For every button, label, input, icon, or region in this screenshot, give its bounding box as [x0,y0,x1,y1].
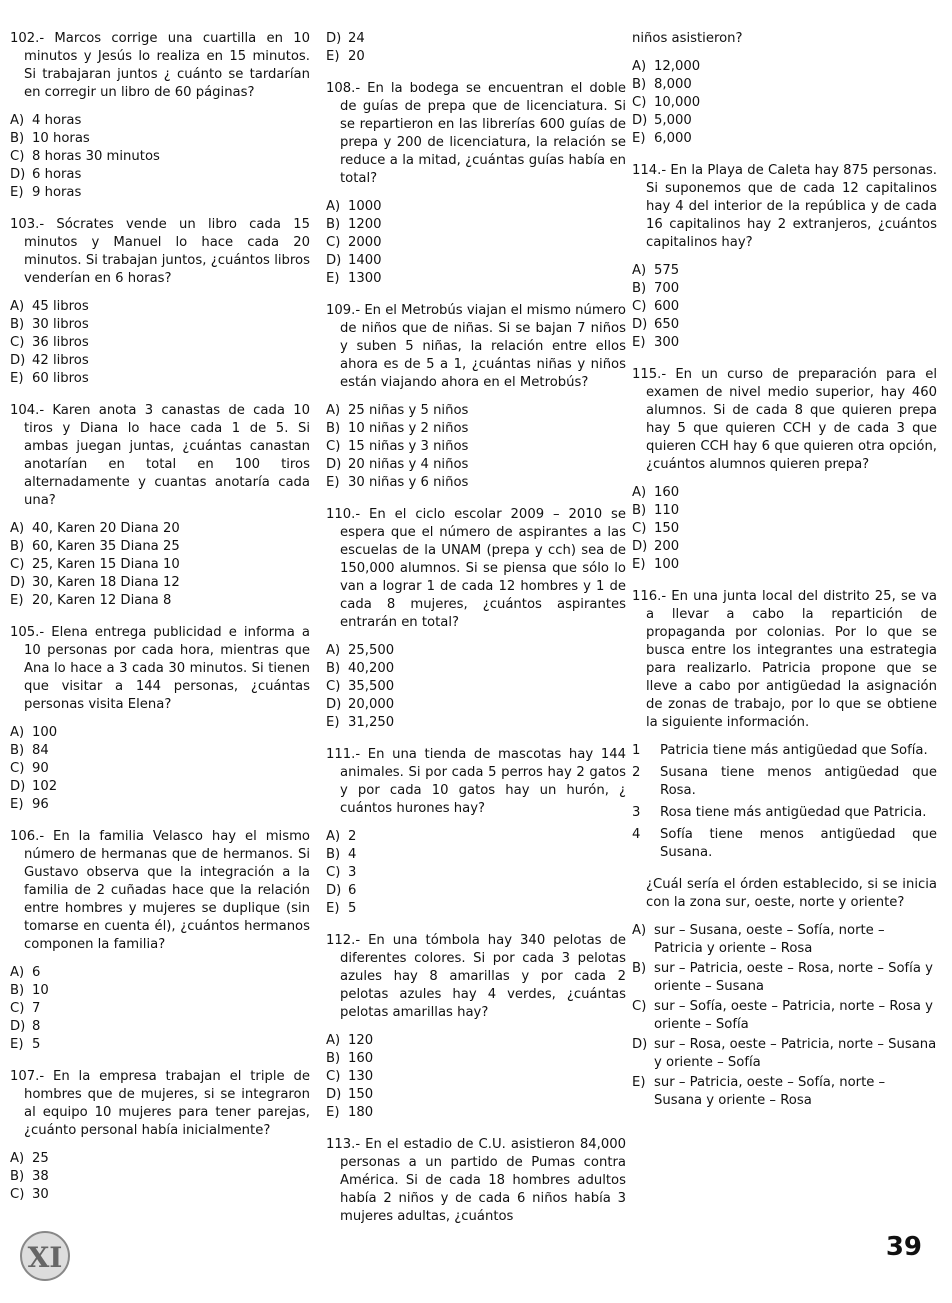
question-text: 103.- Sócrates vende un libro cada 15 minutos y Manuel lo hace cada 20 minutos. Si trabajan juntos, ¿cuántos libros venderían en 6 horas? [10,217,310,286]
option-text: 6 horas [32,167,82,182]
answer-option [632,502,937,520]
option-text: 20 niñas y 4 niños [348,457,469,472]
question-block [10,828,310,1054]
option-letter: C) [10,761,25,776]
option-text: 40, Karen 20 Diana 20 [32,521,180,536]
answer-option [632,484,937,502]
option-text: 20, Karen 12 Diana 8 [32,593,172,608]
answer-option [10,112,310,130]
option-letter: E) [632,557,646,572]
option-letter: B) [10,131,25,146]
option-text: 1300 [348,271,382,286]
answer-option [632,280,937,298]
option-letter: C) [326,865,341,880]
option-text: 8 [32,1019,41,1034]
option-letter: C) [326,439,341,454]
answer-option [326,828,626,846]
answer-option [10,298,310,316]
option-letter: C) [326,235,341,250]
answer-option [326,456,626,474]
option-text: sur – Rosa, oeste – Patricia, norte – Susana y oriente – Sofía [654,1037,937,1070]
answer-option [326,474,626,492]
statement-number: 4 [632,827,641,842]
option-letter: B) [632,281,647,296]
answer-option [326,234,626,252]
answer-options [326,642,626,732]
option-text: 25,500 [348,643,395,658]
option-letter: D) [10,353,26,368]
answer-options [326,198,626,288]
answer-option [10,1168,310,1186]
option-text: 2000 [348,235,382,250]
column-2 [326,30,626,1226]
answer-option [632,76,937,94]
option-letter: E) [326,1105,340,1120]
option-letter: B) [10,1169,25,1184]
answer-option [632,520,937,538]
option-text: 60, Karen 35 Diana 25 [32,539,180,554]
option-text: 96 [32,797,49,812]
option-text: sur – Susana, oeste – Sofía, norte – Patricia y oriente – Rosa [654,923,885,956]
option-text: 160 [654,485,680,500]
answer-option [632,1074,937,1110]
question-block [10,216,310,388]
statement-text: Rosa tiene más antigüedad que Patricia. [660,805,927,820]
question-block [326,30,626,66]
option-text: 120 [348,1033,374,1048]
question-text: 106.- En la familia Velasco hay el mismo número de hermanas que de hermanos. Si Gustavo observa que la integración a la familia de 2 cuñadas hace que la relación entre hombres y mujeres se duplique (sin tomarse en cuenta él), ¿cuántos hermanos componen la familia? [10,829,310,952]
answer-option [326,438,626,456]
option-text: 10 horas [32,131,90,146]
answer-option [326,198,626,216]
option-letter: D) [326,31,342,46]
answer-options [326,1032,626,1122]
statement-text: Susana tiene menos antigüedad que Rosa. [660,765,937,798]
option-letter: A) [10,113,25,128]
answer-option [10,724,310,742]
answer-option [326,270,626,288]
option-letter: D) [10,167,26,182]
answer-option [10,316,310,334]
answer-option [326,900,626,918]
statement-item [632,804,937,822]
answer-option [326,252,626,270]
question-text: 109.- En el Metrobús viajan el mismo número de niños que de niñas. Si se bajan 7 niños y suben 5 niñas, la relación entre ellos ahora es de 5 a 1, ¿cuántas niñas y niños están viajando ahora en el Metrobús? [326,303,626,390]
option-text: 30 niñas y 6 niños [348,475,469,490]
question-block [326,1136,626,1226]
answer-option [326,882,626,900]
option-letter: A) [326,1033,341,1048]
answer-option [632,960,937,996]
answer-option [326,48,626,66]
statement-number: 3 [632,805,641,820]
option-text: 35,500 [348,679,395,694]
answer-option [326,660,626,678]
option-text: 100 [654,557,680,572]
option-text: 36 libros [32,335,89,350]
answer-option [326,714,626,732]
option-letter: C) [10,1187,25,1202]
option-letter: E) [326,475,340,490]
option-text: 12,000 [654,59,701,74]
option-text: 6 [32,965,41,980]
page-number: 39 [885,1232,922,1262]
question-block [326,80,626,288]
option-letter: B) [10,317,25,332]
option-text: 9 horas [32,185,82,200]
option-text: 42 libros [32,353,89,368]
option-letter: C) [10,1001,25,1016]
answer-option [10,1186,310,1204]
option-text: 700 [654,281,680,296]
answer-option [326,1104,626,1122]
option-text: 30 libros [32,317,89,332]
question-block [326,302,626,492]
answer-option [326,402,626,420]
option-text: 150 [654,521,680,536]
question-block [10,1068,310,1204]
question-block [10,30,310,202]
answer-options [10,724,310,814]
option-letter: E) [10,593,24,608]
option-letter: B) [326,421,341,436]
option-letter: E) [10,371,24,386]
option-letter: E) [326,715,340,730]
question-text: 114.- En la Playa de Caleta hay 875 personas. Si suponemos que de cada 12 capitalinos hay 4 del interior de la república y de cada 16 capitalinos hay 2 extranjeros, ¿cuántos capitalinos hay? [632,163,937,250]
answer-options [10,520,310,610]
option-letter: D) [326,697,342,712]
option-text: sur – Patricia, oeste – Rosa, norte – Sofía y oriente – Susana [654,961,933,994]
answer-option [632,58,937,76]
option-text: 1000 [348,199,382,214]
answer-options [632,262,937,352]
option-letter: A) [632,485,647,500]
option-letter: A) [326,829,341,844]
statement-number: 1 [632,743,641,758]
option-letter: B) [632,961,647,976]
question-block [632,366,937,574]
option-text: 8,000 [654,77,692,92]
option-letter: B) [10,743,25,758]
option-letter: D) [10,575,26,590]
option-text: 150 [348,1087,374,1102]
option-letter: A) [326,199,341,214]
answer-option [326,1068,626,1086]
option-letter: E) [10,1037,24,1052]
answer-option [326,678,626,696]
column-3 [632,30,937,1118]
option-text: 200 [654,539,680,554]
option-letter: B) [632,503,647,518]
option-text: 90 [32,761,49,776]
answer-option [10,1018,310,1036]
option-letter: C) [326,679,341,694]
option-letter: C) [632,95,647,110]
option-letter: B) [326,847,341,862]
option-letter: D) [326,1087,342,1102]
answer-option [10,760,310,778]
question-block [10,624,310,814]
statement-number: 2 [632,765,641,780]
option-letter: B) [326,1051,341,1066]
option-text: 31,250 [348,715,395,730]
option-letter: D) [632,1037,648,1052]
answer-option [632,112,937,130]
answer-option [632,94,937,112]
option-text: 2 [348,829,357,844]
answer-option [10,1000,310,1018]
answer-options [326,402,626,492]
answer-option [10,1150,310,1168]
option-letter: C) [10,149,25,164]
option-text: 600 [654,299,680,314]
question-text: 112.- En una tómbola hay 340 pelotas de diferentes colores. Si por cada 3 pelotas azules hay 8 amarillas y por cada 2 pelotas azules hay 4 verdes, ¿cuántas pelotas amarillas hay? [326,933,626,1020]
option-letter: A) [10,521,25,536]
option-text: 20,000 [348,697,395,712]
question-text: 104.- Karen anota 3 canastas de cada 10 tiros y Diana lo hace cada 1 de 5. Si ambas juegan juntas, ¿cuántas canastan anotarían en total en 100 tiros alternadamente y cuantas anotaría cada una? [10,403,310,508]
option-text: 30, Karen 18 Diana 12 [32,575,180,590]
option-text: 3 [348,865,357,880]
question-block [632,162,937,352]
option-letter: E) [326,49,340,64]
option-letter: E) [10,185,24,200]
option-letter: C) [632,999,647,1014]
answer-option [326,1032,626,1050]
option-letter: A) [10,725,25,740]
answer-option [10,130,310,148]
statement-item [632,826,937,862]
option-text: 4 horas [32,113,82,128]
option-text: 130 [348,1069,374,1084]
question-text: 113.- En el estadio de C.U. asistieron 84,000 personas a un partido de Pumas contra América. Si de cada 18 hombres adultos había 2 niños y de cada 6 niños había 3 mujeres adultas, ¿cuántos [326,1137,626,1224]
answer-option [10,592,310,610]
option-text: 40,200 [348,661,395,676]
answer-options [10,298,310,388]
option-text: 30 [32,1187,49,1202]
option-text: 84 [32,743,49,758]
option-letter: D) [10,779,26,794]
option-text: 45 libros [32,299,89,314]
option-letter: A) [10,299,25,314]
answer-option [632,538,937,556]
answer-option [326,1050,626,1068]
answer-options [326,30,626,66]
option-letter: E) [632,131,646,146]
answer-option [326,846,626,864]
statement-text: Sofía tiene menos antigüedad que Susana. [660,827,937,860]
answer-options [10,112,310,202]
option-letter: D) [632,317,648,332]
answer-option [10,1036,310,1054]
statement-text: Patricia tiene más antigüedad que Sofía. [660,743,928,758]
option-text: 6,000 [654,131,692,146]
question-text: 105.- Elena entrega publicidad e informa a 10 personas por cada hora, mientras que Ana lo hace a 3 cada 30 minutos. Si tienen que visitar a 144 personas, ¿cuántas personas visita Elena? [10,625,310,712]
option-text: 10 niñas y 2 niños [348,421,469,436]
option-text: 1200 [348,217,382,232]
option-letter: A) [326,643,341,658]
option-text: 25, Karen 15 Diana 10 [32,557,180,572]
question-text: 107.- En la empresa trabajan el triple de hombres que de mujeres, si se integraron al equipo 10 mujeres para tener parejas, ¿cuánto personal había inicialmente? [10,1069,310,1138]
option-text: 20 [348,49,365,64]
option-text: 25 niñas y 5 niños [348,403,469,418]
option-letter: D) [10,1019,26,1034]
option-text: 7 [32,1001,41,1016]
question-text: 110.- En el ciclo escolar 2009 – 2010 se espera que el número de aspirantes a las escuelas de la UNAM (prepa y cch) sea de 150,000 alumnos. Si se piensa que sólo lo van a lograr 1 de cada 12 hombres y 1 de cada 8 mujeres, ¿cuántos aspirantes entrarán en total? [326,507,626,630]
statement-item [632,764,937,800]
answer-option [10,538,310,556]
option-letter: E) [632,335,646,350]
option-letter: B) [326,217,341,232]
option-letter: D) [326,457,342,472]
option-letter: D) [326,253,342,268]
option-text: 6 [348,883,357,898]
option-letter: C) [10,335,25,350]
answer-option [10,556,310,574]
answer-option [10,778,310,796]
option-letter: E) [632,1075,646,1090]
answer-option [10,520,310,538]
question-text: 115.- En un curso de preparación para el examen de nivel medio superior, hay 460 alumnos. Si de cada 8 que quieren prepa hay 5 que quieren CCH y de cada 3 que quieren CCH hay 6 que quieren otra opción, ¿cuántos alumnos quieren prepa? [632,367,937,472]
question-block [632,30,937,148]
option-text: 10 [32,983,49,998]
option-letter: C) [326,1069,341,1084]
answer-options [632,922,937,1110]
answer-option [632,316,937,334]
option-text: 10,000 [654,95,701,110]
option-text: 5 [348,901,357,916]
column-1 [10,30,310,1218]
answer-options [326,828,626,918]
answer-option [326,420,626,438]
option-text: sur – Sofía, oeste – Patricia, norte – Rosa y oriente – Sofía [654,999,933,1032]
question-text: niños asistieron? [632,31,743,46]
answer-option [10,148,310,166]
question-block [326,932,626,1122]
option-letter: A) [10,1151,25,1166]
option-letter: A) [632,59,647,74]
statement-item [632,742,937,760]
answer-option [10,166,310,184]
option-letter: B) [326,661,341,676]
option-letter: C) [632,521,647,536]
answer-options [632,484,937,574]
answer-option [632,298,937,316]
answer-option [326,864,626,882]
option-letter: C) [10,557,25,572]
question-block [326,746,626,918]
option-text: sur – Patricia, oeste – Sofía, norte – Susana y oriente – Rosa [654,1075,886,1108]
option-text: 38 [32,1169,49,1184]
option-text: 5,000 [654,113,692,128]
answer-option [10,796,310,814]
answer-option [10,574,310,592]
logo-text: XI [27,1241,63,1274]
answer-option [10,964,310,982]
option-text: 15 niñas y 3 niños [348,439,469,454]
option-letter: E) [10,797,24,812]
answer-option [10,334,310,352]
question-block [326,506,626,732]
option-letter: B) [10,983,25,998]
option-letter: E) [326,901,340,916]
option-text: 102 [32,779,58,794]
answer-option [632,130,937,148]
question-text: 111.- En una tienda de mascotas hay 144 animales. Si por cada 5 perros hay 2 gatos y por cada 10 gatos hay un hurón, ¿ cuántos hurones hay? [326,747,626,816]
option-letter: B) [632,77,647,92]
answer-option [326,216,626,234]
option-text: 8 horas 30 minutos [32,149,160,164]
option-letter: C) [632,299,647,314]
option-text: 100 [32,725,58,740]
option-letter: A) [632,923,647,938]
answer-options [10,964,310,1054]
logo-icon [14,1222,76,1284]
option-letter: D) [326,883,342,898]
answer-option [632,922,937,958]
option-text: 25 [32,1151,49,1166]
answer-option [10,742,310,760]
option-text: 1400 [348,253,382,268]
question-text: 108.- En la bodega se encuentran el doble de guías de prepa que de licenciatura. Si se repartieron en las librerías 600 guías de prepa y 200 de licenciatura, la relación se reduce a la mitad, ¿cuántas guías había en total? [326,81,626,186]
option-letter: A) [326,403,341,418]
answer-option [632,998,937,1034]
answer-option [632,1036,937,1072]
option-text: 160 [348,1051,374,1066]
option-text: 24 [348,31,365,46]
answer-option [326,696,626,714]
option-letter: A) [632,263,647,278]
question-116 [632,588,937,1110]
answer-option [10,370,310,388]
option-text: 110 [654,503,680,518]
option-text: 180 [348,1105,374,1120]
answer-options [632,58,937,148]
option-letter: E) [326,271,340,286]
question-text: 116.- En una junta local del distrito 25, se va a llevar a cabo la repartición de propaganda por colonias. Por lo que se busca entre los integrantes una estrategia para realizarlo. Patricia propone que se lleve a cabo por antigüedad la asignación de zonas de trabajo, por lo que se obtiene la siguiente información. [632,589,937,730]
question-block [10,402,310,610]
answer-option [326,1086,626,1104]
option-text: 575 [654,263,680,278]
option-letter: A) [10,965,25,980]
option-letter: D) [632,539,648,554]
option-text: 60 libros [32,371,89,386]
question-prompt: ¿Cuál sería el órden establecido, si se inicia con la zona sur, oeste, norte y oriente? [646,877,937,910]
option-letter: D) [632,113,648,128]
option-text: 4 [348,847,357,862]
answer-option [326,642,626,660]
answer-option [10,982,310,1000]
answer-option [326,30,626,48]
statement-list [632,742,937,862]
option-text: 300 [654,335,680,350]
answer-option [632,556,937,574]
option-text: 650 [654,317,680,332]
option-letter: B) [10,539,25,554]
answer-option [10,184,310,202]
option-text: 5 [32,1037,41,1052]
answer-options [10,1150,310,1204]
answer-option [632,262,937,280]
answer-option [10,352,310,370]
answer-option [632,334,937,352]
question-text: 102.- Marcos corrige una cuartilla en 10 minutos y Jesús lo realiza en 15 minutos. Si trabajaran juntos ¿ cuánto se tardarían en corregir un libro de 60 páginas? [10,31,310,100]
